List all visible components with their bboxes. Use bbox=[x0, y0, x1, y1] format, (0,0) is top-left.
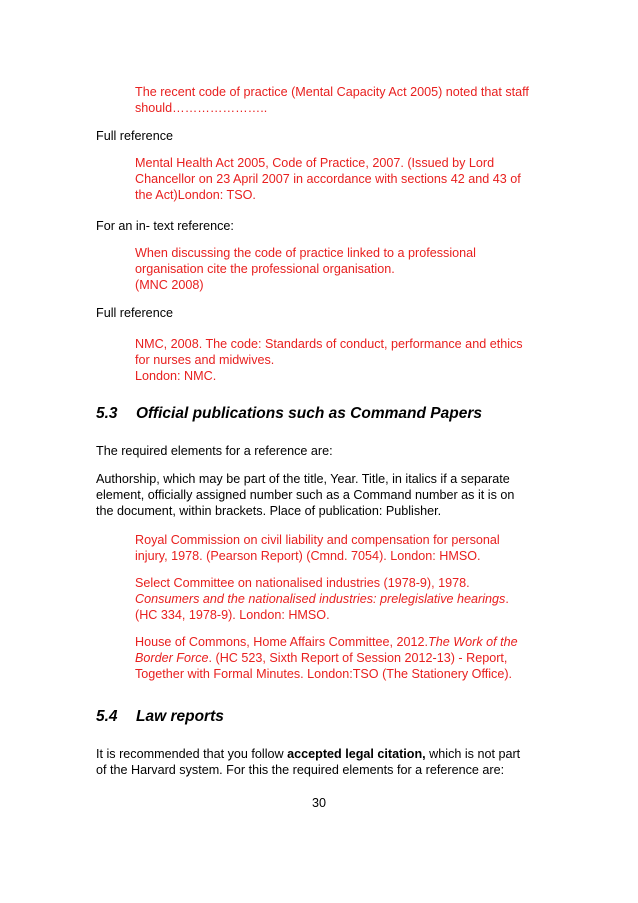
text-line: (MNC 2008) bbox=[135, 278, 204, 292]
example-intext-mca bbox=[135, 84, 555, 116]
text-line: for nurses and midwives. bbox=[135, 353, 275, 367]
text-line: the Act)London: TSO. bbox=[135, 188, 256, 202]
text-line bbox=[135, 650, 555, 666]
italic-title: Consumers and the nationalised industries: prelegislative hearings bbox=[135, 592, 506, 606]
example-royal-commission bbox=[135, 532, 555, 564]
text-line bbox=[135, 591, 555, 607]
text-line: element, officially assigned number such as a Command number as it is on bbox=[96, 488, 515, 502]
italic-title: Border Force bbox=[135, 651, 209, 665]
text-line: Authorship, which may be part of the title, Year. Title, in italics if a separate bbox=[96, 472, 510, 486]
example-intext-nmc bbox=[135, 245, 555, 293]
text-line: should………………….. bbox=[135, 101, 268, 115]
section-heading-5-4 bbox=[96, 708, 224, 726]
authorship-paragraph bbox=[96, 471, 556, 519]
bold-phrase: accepted legal citation, bbox=[287, 747, 426, 761]
example-full-reference-nmc bbox=[135, 336, 555, 384]
text-line: Mental Health Act 2005, Code of Practice, 2007. (Issued by Lord bbox=[135, 156, 495, 170]
text-line: NMC, 2008. The code: Standards of conduct, performance and ethics bbox=[135, 337, 523, 351]
text-fragment: House of Commons, Home Affairs Committee, 2012. bbox=[135, 635, 429, 649]
example-select-committee bbox=[135, 575, 555, 623]
punctuation: . bbox=[505, 592, 509, 606]
text-fragment: . (HC 523, Sixth Report of Session 2012-13) - Report, bbox=[208, 651, 508, 665]
section-title: Law reports bbox=[136, 708, 224, 725]
text-fragment: It is recommended that you follow bbox=[96, 747, 288, 761]
label-full-reference: Full reference bbox=[96, 306, 173, 320]
text-line: (HC 334, 1978-9). London: HMSO. bbox=[135, 608, 330, 622]
text-line: of the Harvard system. For this the required elements for a reference are: bbox=[96, 763, 505, 777]
italic-title: The Work of the bbox=[428, 635, 518, 649]
law-reports-paragraph bbox=[96, 746, 556, 778]
text-line: organisation cite the professional organisation. bbox=[135, 262, 395, 276]
text-line: The recent code of practice (Mental Capacity Act 2005) noted that staff bbox=[135, 85, 529, 99]
required-elements-intro: The required elements for a reference are: bbox=[96, 444, 333, 458]
text-line: Royal Commission on civil liability and compensation for personal bbox=[135, 533, 500, 547]
section-number: 5.3 bbox=[96, 405, 118, 422]
label-full-reference: Full reference bbox=[96, 129, 173, 143]
example-home-affairs bbox=[135, 634, 555, 682]
page-number: 30 bbox=[311, 796, 326, 810]
text-fragment: which is not part bbox=[425, 747, 521, 761]
text-line: When discussing the code of practice linked to a professional bbox=[135, 246, 476, 260]
example-full-reference-mha bbox=[135, 155, 555, 203]
text-line: Select Committee on nationalised industries (1978-9), 1978. bbox=[135, 576, 470, 590]
text-line: Chancellor on 23 April 2007 in accordance with sections 42 and 43 of bbox=[135, 172, 521, 186]
text-line: Together with Formal Minutes. London:TSO (The Stationery Office). bbox=[135, 667, 513, 681]
text-line bbox=[135, 634, 555, 650]
label-intext-reference: For an in- text reference: bbox=[96, 219, 234, 233]
text-line bbox=[96, 746, 556, 762]
section-title: Official publications such as Command Papers bbox=[136, 405, 482, 422]
text-line: the document, within brackets. Place of publication: Publisher. bbox=[96, 504, 442, 518]
text-line: London: NMC. bbox=[135, 369, 217, 383]
text-line: injury, 1978. (Pearson Report) (Cmnd. 7054). London: HMSO. bbox=[135, 549, 481, 563]
section-number: 5.4 bbox=[96, 708, 118, 725]
section-heading-5-3 bbox=[96, 405, 482, 423]
